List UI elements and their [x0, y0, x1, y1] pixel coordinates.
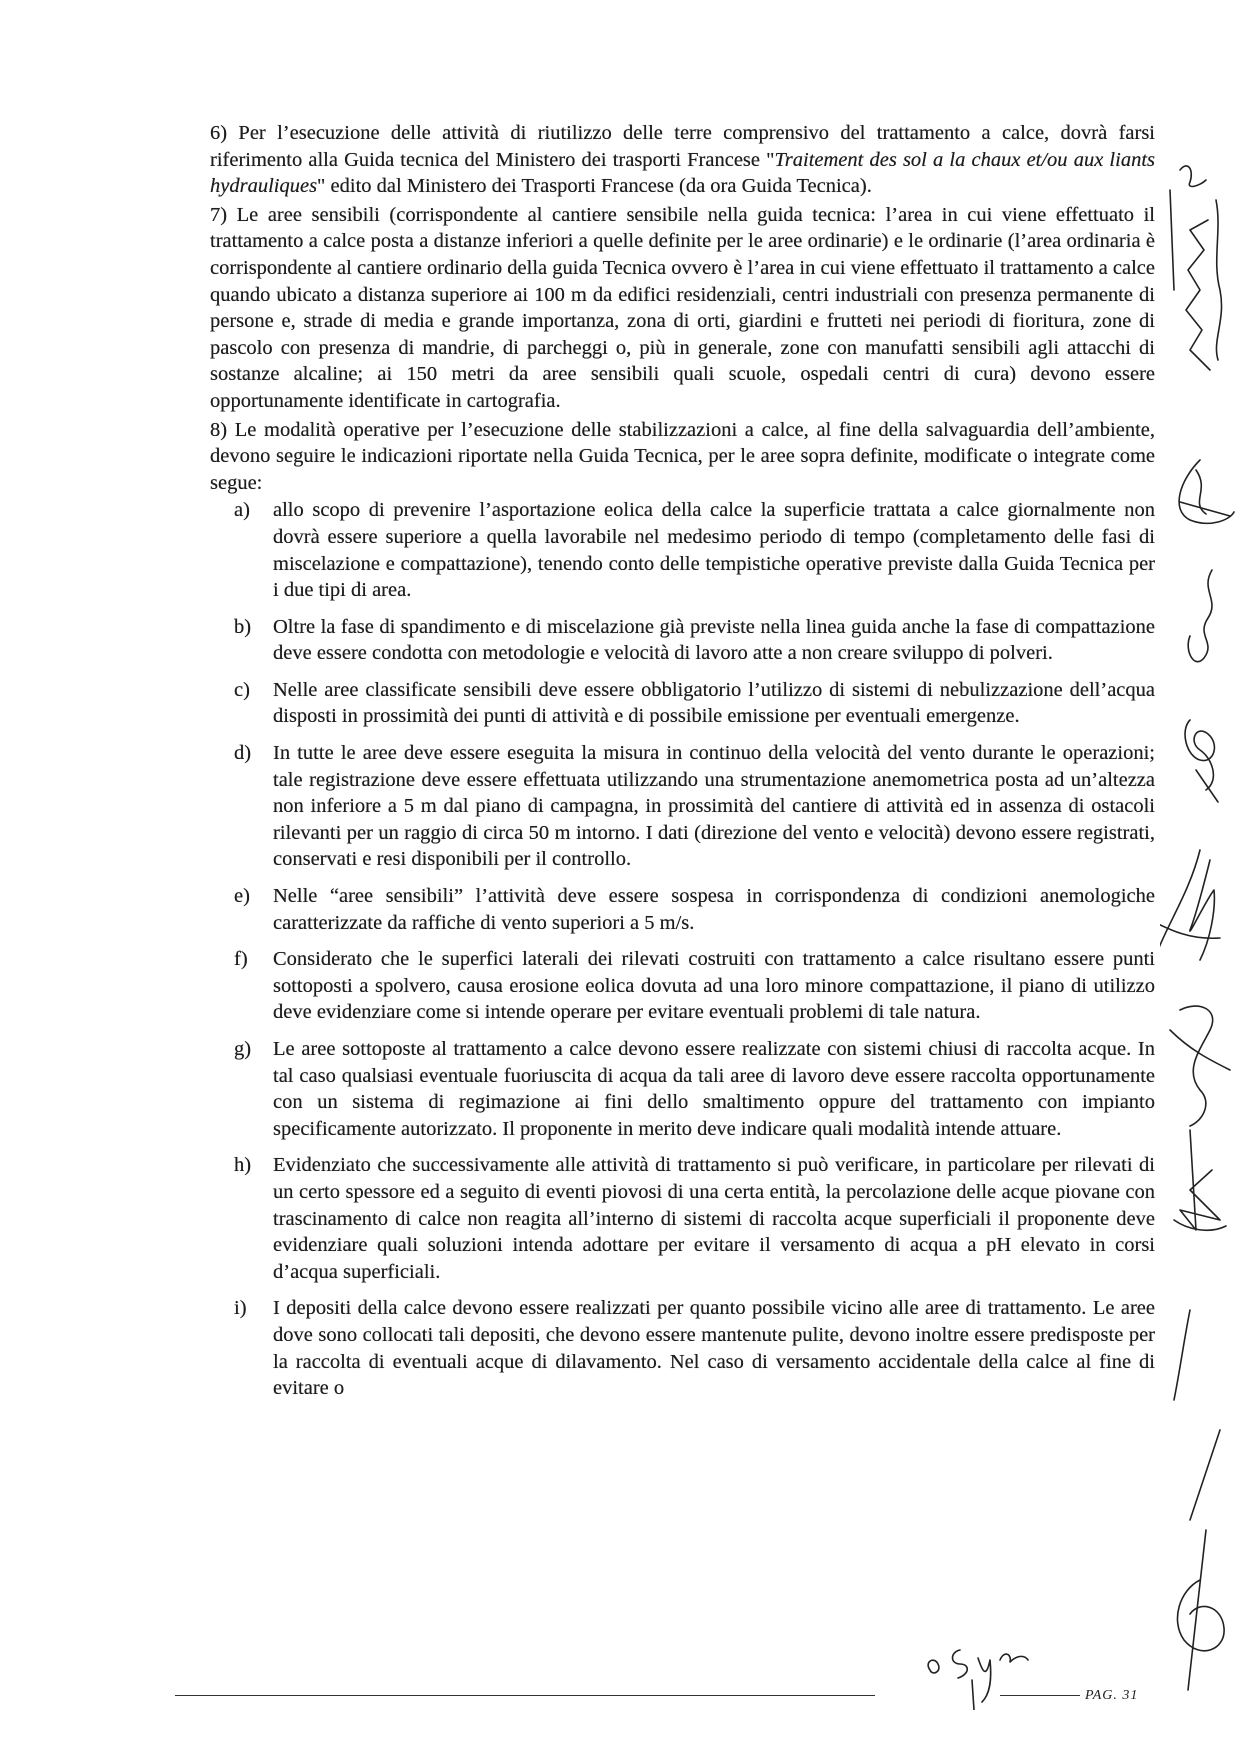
- list-item: [210, 1036, 1155, 1142]
- initials-7: [1174, 1130, 1226, 1230]
- item-label: a): [234, 499, 250, 522]
- paragraph-7: 7) Le aree sensibili (corrispondente al cantiere sensibile nella guida tecnica: l’area in cui viene effettuato il trattamento a calce posta a distanze inferiori a quelle definite per le aree ordinarie) e le ordinarie (l’area ordinaria è corrispondente al cantiere ordinario della guida Tecnica ovvero è l’area in cui viene effettuato il trattamento a calce quando ubicato a distanza superiore ai 100 m da edifici residenziali, centri industriali con presenza permanente di persone e, strade di media e grande importanza, zona di orti, giardini e frutteti nei periodi di fioritura, zone di pascolo con presenza di mandrie, di parcheggi o, più in generale, zone con manufatti sensibili agli attacchi di sostanze alcaline; ai 150 metri da aree sensibili quali scuole, ospedali centri di cura) devono essere opportunamente identificate in cartografia.: [210, 203, 1155, 412]
- list-item: [210, 740, 1155, 873]
- item-list: [210, 497, 1155, 1401]
- list-item: [210, 946, 1155, 1026]
- initials-2: [1179, 460, 1234, 523]
- margin-signatures: [1160, 130, 1239, 1730]
- footer-rule-left: [175, 1695, 875, 1696]
- item-text: Evidenziato che successivamente alle attività di trattamento si può verificare, in particolare per rilevati di un certo spessore ed a seguito di eventi piovosi di una certa entità, la percolazione delle acque piovane con trascinamento di calce non reagita all’interno di sistemi di raccolta acque superficiali il proponente deve evidenziare quali soluzioni intenda adottare per evitare il versamento di acqua a pH elevato in corsi d’acqua superficiali.: [273, 1154, 1155, 1283]
- item-text: I depositi della calce devono essere realizzati per quanto possibile vicino alle aree di trattamento. Le aree dove sono collocati tali depositi, che devono essere mantenute pulite, devono inoltre essere predisposte per la raccolta di eventuali acque di dilavamento. Nel caso di versamento accidentale della calce al fine di evitare o: [273, 1297, 1155, 1400]
- paragraph-6: 6) Per l’esecuzione delle attività di riutilizzo delle terre comprensivo del trattamento a calce, dovrà farsi riferimento alla Guida tecnica del Ministero dei trasporti Francese "Traitement des sol a la chaux et/ou aux liants hydrauliques" edito dal Ministero dei Trasporti Francese (da ora Guida Tecnica).: [210, 122, 1155, 198]
- list-item: [210, 883, 1155, 936]
- initials-1: [1170, 166, 1222, 370]
- footer-rule-right: [1000, 1695, 1080, 1696]
- item-text: Nelle “aree sensibili” l’attività deve essere sospesa in corrispondenza di condizioni anemologiche caratterizzate da raffiche di vento superiori a 5 m/s.: [273, 885, 1155, 934]
- initials-3: [1188, 570, 1212, 662]
- list-item: [210, 1152, 1155, 1285]
- item-label: g): [234, 1038, 252, 1060]
- item-text: Le aree sottoposte al trattamento a calce devono essere realizzate con sistemi chiusi di raccolta acque. In tal caso qualsiasi eventuale fuoriuscita di acqua da tali aree di lavoro deve essere raccolta opportunamente con un sistema di regimazione ai fini dello smaltimento oppure del trattamento con impianto specificamente autorizzato. Il proponente in merito deve indicare quali modalità intende attuare.: [273, 1038, 1155, 1140]
- item-label: e): [234, 885, 250, 908]
- document-body: [210, 120, 1155, 1402]
- item-label: c): [234, 678, 250, 701]
- paragraph-8: 8) Le modalità operative per l’esecuzione delle stabilizzazioni a calce, al fine della salvaguardia dell’ambiente, devono seguire le indicazioni riportate nella Guida Tecnica, per le aree sopra definite, modificate o integrate come segue:: [210, 418, 1155, 494]
- initials-4: [1185, 720, 1218, 802]
- item-text: Nelle aree classificate sensibili deve essere obbligatorio l’utilizzo di sistemi di nebulizzazione dell’acqua disposti in prossimità dei punti di attività e di possibile emissione per eventuali emergenze.: [273, 678, 1155, 728]
- item-label: f): [234, 948, 248, 971]
- item-text: Oltre la fase di spandimento e di miscelazione già previste nella linea guida anche la fase di compattazione deve essere condotta con metodologie e velocità di lavoro atte a non creare sviluppo di polveri.: [273, 615, 1155, 665]
- list-item: [210, 497, 1155, 603]
- list-item: [210, 677, 1155, 730]
- item-label: i): [234, 1297, 247, 1320]
- item-label: h): [234, 1154, 252, 1177]
- item-text: In tutte le aree deve essere eseguita la misura in continuo della velocità del vento durante le operazioni; tale registrazione deve essere effettuata utilizzando una strumentazione anemometrica posta ad un’altezza non inferiore a 5 m dal piano di campagna, in prossimità del cantiere di attività ed in assenza di ostacoli rilevanti per un raggio di circa 50 m intorno. I dati (direzione del vento e velocità) devono essere registrati, conservati e resi disponibili per il controllo.: [273, 742, 1155, 871]
- initials-9: [1177, 1530, 1224, 1690]
- initials-8: [1174, 1310, 1220, 1520]
- initials-6: [1170, 1006, 1230, 1126]
- initials-5: [1160, 850, 1220, 960]
- item-label: b): [234, 615, 252, 638]
- guide-title: Traitement des sol a la chaux et/ou aux liants hydrauliques: [210, 148, 1155, 198]
- bottom-signature: [920, 1630, 1050, 1710]
- item-text: Considerato che le superfici laterali dei rilevati costruiti con trattamento a calce risultano essere punti sottoposti a spolvero, causa erosione eolica dovuta ad una loro minore compattazione, il piano di utilizzo deve evidenziare come si intende operare per evitare eventuali problemi di tale natura.: [273, 948, 1155, 1024]
- list-item: [210, 614, 1155, 667]
- item-label: d): [234, 742, 252, 765]
- page-number: PAG. 31: [1085, 1688, 1139, 1703]
- item-text: allo scopo di prevenire l’asportazione eolica della calce la superficie trattata a calce giornalmente non dovrà essere superiore a quella lavorabile nel medesimo periodo di tempo (completamento delle fasi di miscelazione e compattazione), tenendo conto delle tempistiche operative previste dalla Guida Tecnica per i due tipi di area.: [273, 499, 1155, 602]
- list-item: [210, 1295, 1155, 1401]
